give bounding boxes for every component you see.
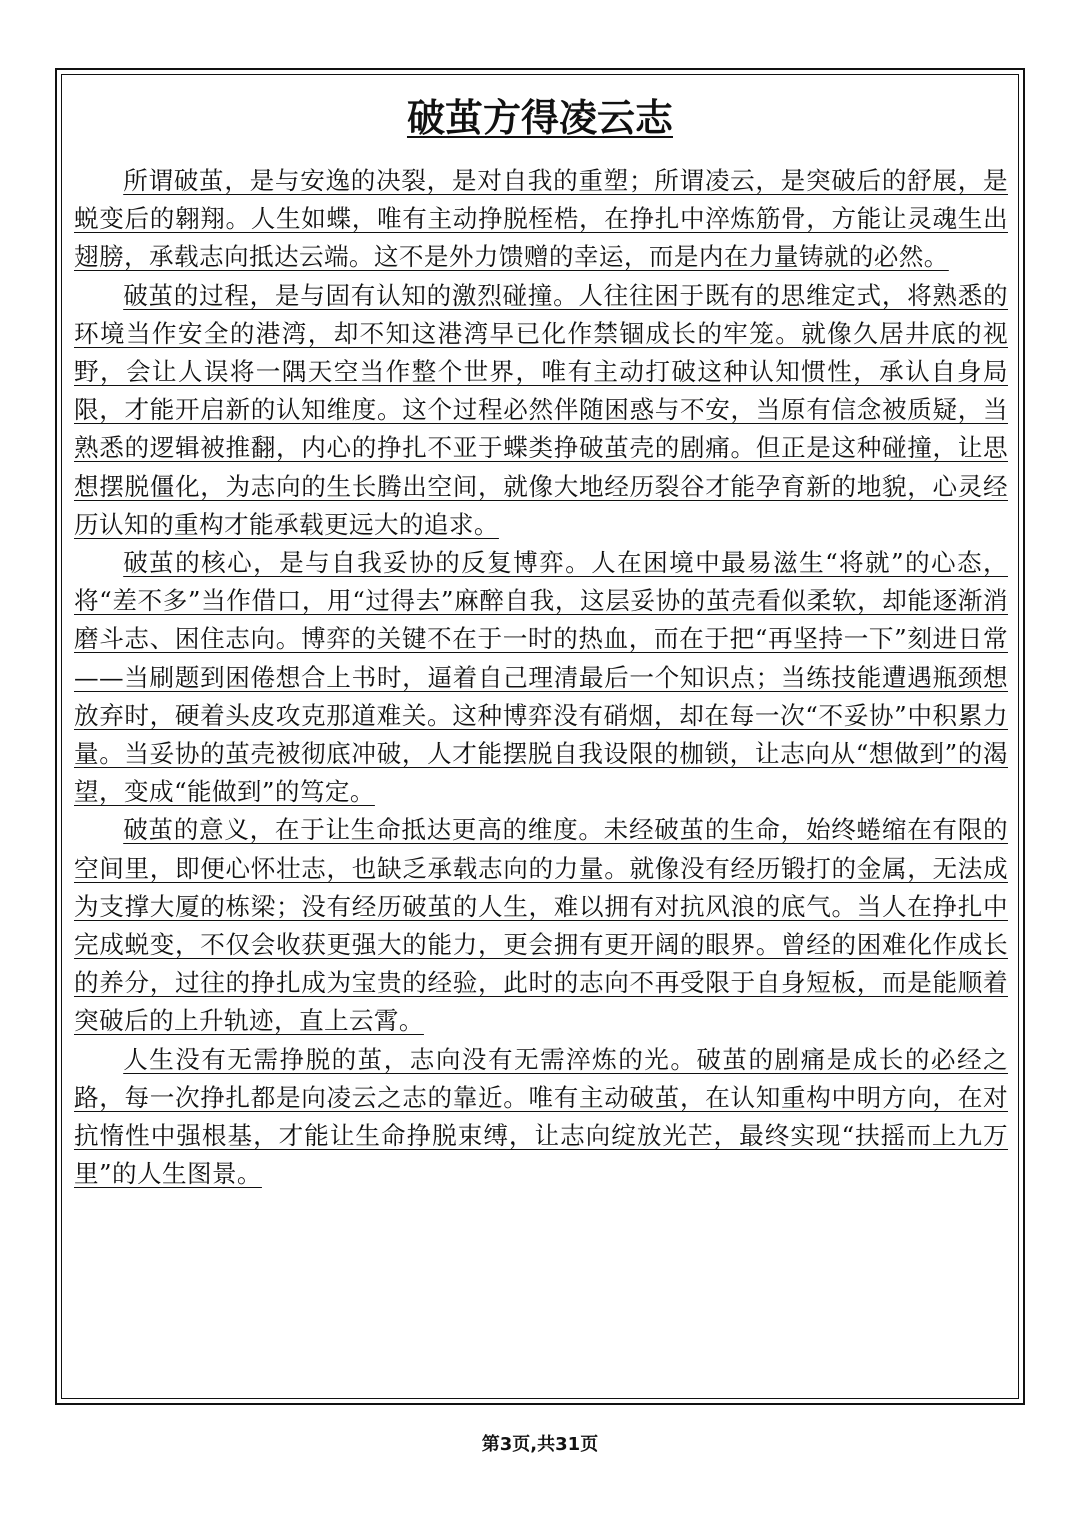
- paragraph: 所谓破茧，是与安逸的决裂，是对自我的重塑；所谓凌云，是突破后的舒展，是蜕变后的翱翔。人生如蝶，唯有主动挣脱桎梏，在挣扎中淬炼筋骨，方能让灵魂生出翅膀，承载志向抵达云端。这不是外力馈赠的幸运，而是内在力量铸就的必然。: [74, 166, 1008, 272]
- document-frame: [55, 68, 1025, 1405]
- document-title-text: 破茧方得凌云志: [406, 96, 673, 140]
- paragraph: 破茧的核心，是与自我妥协的反复博弈。人在困境中最易滋生“将就”的心态，将“差不多”当作借口，用“过得去”麻醉自我，这层妥协的茧壳看似柔软，却能逐渐消磨斗志、困住志向。博弈的关键不在于一时的热血，而在于把“再坚持一下”刻进日常——当刷题到困倦想合上书时，逼着自己理清最后一个知识点；当练技能遭遇瓶颈想放弃时，硬着头皮攻克那道难关。这种博弈没有硝烟，却在每一次“不妥协”中积累力量。当妥协的茧壳被彻底冲破，人才能摆脱自我设限的枷锁，让志向从“想做到”的渴望，变成“能做到”的笃定。: [74, 548, 1008, 807]
- paragraph: 破茧的过程，是与固有认知的激烈碰撞。人往往困于既有的思维定式，将熟悉的环境当作安全的港湾，却不知这港湾早已化作禁锢成长的牢笼。就像久居井底的视野，会让人误将一隅天空当作整个世界，唯有主动打破这种认知惯性，承认自身局限，才能开启新的认知维度。这个过程必然伴随困惑与不安，当原有信念被质疑，当熟悉的逻辑被推翻，内心的挣扎不亚于蝶类挣破茧壳的剧痛。但正是这种碰撞，让思想摆脱僵化，为志向的生长腾出空间，就像大地经历裂谷才能孕育新的地貌，心灵经历认知的重构才能承载更远大的追求。: [74, 280, 1008, 539]
- document-title: [62, 93, 1018, 143]
- document-body: [74, 162, 1008, 1193]
- page-number: 第3页,共31页: [481, 1434, 599, 1455]
- paragraph: 人生没有无需挣脱的茧，志向没有无需淬炼的光。破茧的剧痛是成长的必经之路，每一次挣扎都是向凌云之志的靠近。唯有主动破茧，在认知重构中明方向，在对抗惰性中强根基，才能让生命挣脱束缚，让志向绽放光芒，最终实现“扶摇而上九万里”的人生图景。: [74, 1044, 1008, 1189]
- paragraph: 破茧的意义，在于让生命抵达更高的维度。未经破茧的生命，始终蜷缩在有限的空间里，即便心怀壮志，也缺乏承载志向的力量。就像没有经历锻打的金属，无法成为支撑大厦的栋梁；没有经历破茧的人生，难以拥有对抗风浪的底气。当人在挣扎中完成蜕变，不仅会收获更强大的能力，更会拥有更开阔的眼界。曾经的困难化作成长的养分，过往的挣扎成为宝贵的经验，此时的志向不再受限于自身短板，而是能顺着突破后的上升轨迹，直上云霄。: [74, 815, 1008, 1036]
- document-inner-frame: [61, 74, 1019, 1399]
